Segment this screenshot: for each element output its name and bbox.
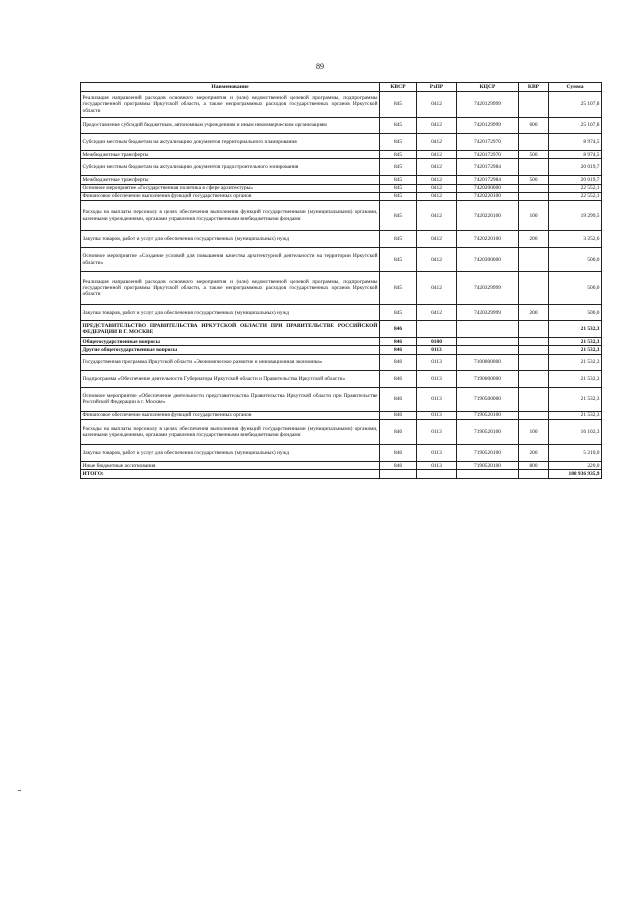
cell-kcsr: 7420129999 xyxy=(457,118,519,134)
cell-rzpr: 0113 xyxy=(417,445,457,462)
cell-kvsr xyxy=(380,470,417,478)
table-row xyxy=(81,201,602,231)
cell-sum: 21 532,3 xyxy=(549,338,602,346)
cell-rzpr: 0113 xyxy=(417,370,457,387)
header-name: Наименование xyxy=(81,83,380,92)
cell-sum: 20 019,7 xyxy=(549,176,602,184)
cell-kvr xyxy=(519,159,549,176)
cell-name: ПРЕДСТАВИТЕЛЬСТВО ПРАВИТЕЛЬСТВА ИРКУТСКОЙ ОБЛАСТИ ПРИ ПРАВИТЕЛЬСТВЕ РОССИЙСКОЙ ФЕДЕРАЦИИ В Г. МОСКВЕ xyxy=(81,321,380,338)
cell-kvsr: 845 xyxy=(380,231,417,248)
cell-sum: 21 532,3 xyxy=(549,370,602,387)
cell-kcsr xyxy=(457,346,519,354)
cell-name: Предоставление субсидий бюджетным, автономным учреждениям и иным некоммерческим организациям xyxy=(81,118,380,134)
cell-kcsr: 7100000000 xyxy=(457,354,519,370)
cell-kvsr: 845 xyxy=(380,184,417,192)
cell-kvr xyxy=(519,272,549,305)
cell-rzpr: 0412 xyxy=(417,248,457,272)
cell-name: Закупка товаров, работ и услуг для обеспечения государственных (муниципальных) нужд xyxy=(81,231,380,248)
cell-kvr: 800 xyxy=(519,462,549,470)
cell-name: Другие общегосударственные вопросы xyxy=(81,346,380,354)
cell-name: Основное мероприятие «Создание условий для повышения качества архитектурной деятельности на территории Иркутской области» xyxy=(81,248,380,272)
cell-rzpr: 0412 xyxy=(417,118,457,134)
cell-rzpr: 0412 xyxy=(417,151,457,159)
cell-kvsr: 846 xyxy=(380,420,417,445)
table-row xyxy=(81,92,602,118)
table-row xyxy=(81,134,602,151)
cell-rzpr: 0412 xyxy=(417,92,457,118)
cell-sum: 21 532,3 xyxy=(549,346,602,354)
cell-kvr: 100 xyxy=(519,201,549,231)
cell-kvsr: 845 xyxy=(380,176,417,184)
cell-kvr: 500 xyxy=(519,176,549,184)
table-row xyxy=(81,338,602,346)
cell-kcsr: 7420300000 xyxy=(457,248,519,272)
cell-kcsr xyxy=(457,470,519,478)
table-row xyxy=(81,305,602,321)
table-row xyxy=(81,411,602,419)
table-row xyxy=(81,321,602,338)
cell-kvsr: 846 xyxy=(380,354,417,370)
cell-kvsr: 845 xyxy=(380,272,417,305)
cell-kvsr: 845 xyxy=(380,92,417,118)
cell-kvsr: 846 xyxy=(380,346,417,354)
cell-kcsr: 7420220100 xyxy=(457,192,519,200)
header-sum: Сумма xyxy=(549,83,602,92)
table-body xyxy=(81,92,602,479)
cell-rzpr: 0412 xyxy=(417,134,457,151)
table-row xyxy=(81,184,602,192)
table-row xyxy=(81,231,602,248)
cell-sum: 500,0 xyxy=(549,248,602,272)
table-row xyxy=(81,387,602,411)
cell-sum: 5 210,0 xyxy=(549,445,602,462)
cell-kvr xyxy=(519,92,549,118)
cell-kcsr: 7420220100 xyxy=(457,201,519,231)
table-row xyxy=(81,272,602,305)
cell-kcsr: 7420172984 xyxy=(457,159,519,176)
cell-sum: 21 532,3 xyxy=(549,354,602,370)
cell-name: Межбюджетные трансферты xyxy=(81,176,380,184)
cell-rzpr: 0113 xyxy=(417,462,457,470)
cell-sum: 8 974,5 xyxy=(549,151,602,159)
cell-rzpr: 0100 xyxy=(417,338,457,346)
cell-kvsr: 846 xyxy=(380,370,417,387)
cell-name: ИТОГО: xyxy=(81,470,380,478)
cell-rzpr xyxy=(417,321,457,338)
cell-rzpr: 0113 xyxy=(417,411,457,419)
cell-kvr: 200 xyxy=(519,445,549,462)
cell-sum: 25 107,8 xyxy=(549,92,602,118)
cell-sum: 21 532,3 xyxy=(549,321,602,338)
cell-sum: 8 974,5 xyxy=(549,134,602,151)
cell-kcsr: 7420172970 xyxy=(457,151,519,159)
cell-kvr: 100 xyxy=(519,420,549,445)
cell-kvr xyxy=(519,470,549,478)
cell-kcsr: 7420329999 xyxy=(457,305,519,321)
cell-kcsr: 7420172970 xyxy=(457,134,519,151)
cell-name: Реализация направлений расходов основного мероприятия и (или) ведомственной целевой программы, подпрограммы государственной программы Иркутской области, а также непрограммных расходов государственных органов Иркутской области xyxy=(81,92,380,118)
cell-sum: 500,0 xyxy=(549,305,602,321)
cell-kvr xyxy=(519,387,549,411)
stray-mark xyxy=(18,790,21,791)
cell-kvsr: 846 xyxy=(380,411,417,419)
cell-name: Межбюджетные трансферты xyxy=(81,151,380,159)
cell-rzpr: 0412 xyxy=(417,184,457,192)
cell-kvr xyxy=(519,321,549,338)
cell-rzpr: 0412 xyxy=(417,272,457,305)
table-row xyxy=(81,346,602,354)
table-row xyxy=(81,420,602,445)
cell-sum: 25 107,8 xyxy=(549,118,602,134)
cell-rzpr: 0113 xyxy=(417,346,457,354)
cell-kvr: 200 xyxy=(519,231,549,248)
table-row xyxy=(81,192,602,200)
cell-rzpr xyxy=(417,470,457,478)
cell-name: Основное мероприятие «Государственная политика в сфере архитектуры» xyxy=(81,184,380,192)
cell-kvsr: 846 xyxy=(380,387,417,411)
cell-kcsr: 7420129999 xyxy=(457,92,519,118)
header-kvr: КВР xyxy=(519,83,549,92)
table-row xyxy=(81,176,602,184)
cell-name: Финансовое обеспечение выполнения функций государственных органов xyxy=(81,411,380,419)
cell-kcsr: 7420172984 xyxy=(457,176,519,184)
cell-sum: 22 552,1 xyxy=(549,184,602,192)
cell-name: Подпрограмма «Обеспечение деятельности Губернатора Иркутской области и Правительства Иркутской области» xyxy=(81,370,380,387)
cell-kvr: 500 xyxy=(519,151,549,159)
cell-kvr xyxy=(519,338,549,346)
cell-kvsr: 845 xyxy=(380,151,417,159)
cell-name: Закупка товаров, работ и услуг для обеспечения государственных (муниципальных) нужд xyxy=(81,445,380,462)
cell-kcsr: 7190000000 xyxy=(457,370,519,387)
cell-kvr xyxy=(519,370,549,387)
cell-name: Иные бюджетные ассигнования xyxy=(81,462,380,470)
cell-kvr xyxy=(519,354,549,370)
cell-sum: 22 552,1 xyxy=(549,192,602,200)
cell-kcsr: 7420220100 xyxy=(457,231,519,248)
cell-kvsr: 845 xyxy=(380,192,417,200)
cell-name: Государственная программа Иркутской области «Экономическое развитие и инновационная экономика» xyxy=(81,354,380,370)
cell-kvr xyxy=(519,192,549,200)
cell-sum: 500,0 xyxy=(549,272,602,305)
cell-kcsr: 7190520100 xyxy=(457,411,519,419)
table-row xyxy=(81,462,602,470)
cell-name: Расходы на выплаты персоналу в целях обеспечения выполнения функций государственными (муниципальными) органами, казенными учреждениями, органами управления государственными внебюджетными фондами xyxy=(81,420,380,445)
cell-kvr xyxy=(519,346,549,354)
table-row xyxy=(81,159,602,176)
cell-rzpr: 0412 xyxy=(417,192,457,200)
cell-name: Закупка товаров, работ и услуг для обеспечения государственных (муниципальных) нужд xyxy=(81,305,380,321)
cell-rzpr: 0412 xyxy=(417,176,457,184)
header-kvsr: КВСР xyxy=(380,83,417,92)
table-header-row xyxy=(81,83,602,92)
cell-kvr xyxy=(519,411,549,419)
cell-kvr: 600 xyxy=(519,118,549,134)
cell-sum: 188 936 935,9 xyxy=(549,470,602,478)
cell-kcsr: 7190520100 xyxy=(457,420,519,445)
cell-kcsr xyxy=(457,321,519,338)
cell-kcsr: 7420200000 xyxy=(457,184,519,192)
table-row xyxy=(81,445,602,462)
cell-kcsr: 7420329999 xyxy=(457,272,519,305)
cell-sum: 20 019,7 xyxy=(549,159,602,176)
table-row xyxy=(81,370,602,387)
cell-rzpr: 0412 xyxy=(417,305,457,321)
cell-name: Реализация направлений расходов основного мероприятия и (или) ведомственной целевой программы, подпрограммы государственной программы Иркутской области, а также непрограммных расходов государственных органов Иркутской области xyxy=(81,272,380,305)
cell-sum: 220,0 xyxy=(549,462,602,470)
cell-name: Основное мероприятие «Обеспечение деятельности представительства Правительства Иркутской области при Правительстве Российской Федерации в г. Москве» xyxy=(81,387,380,411)
cell-name: Субсидии местным бюджетам на актуализацию документов территориального планирования xyxy=(81,134,380,151)
cell-sum: 19 299,5 xyxy=(549,201,602,231)
cell-sum: 16 102,3 xyxy=(549,420,602,445)
cell-kvsr: 845 xyxy=(380,305,417,321)
cell-kcsr xyxy=(457,338,519,346)
cell-kvsr: 845 xyxy=(380,201,417,231)
cell-rzpr: 0113 xyxy=(417,354,457,370)
table-row xyxy=(81,248,602,272)
table-row xyxy=(81,151,602,159)
cell-kvsr: 845 xyxy=(380,248,417,272)
cell-name: Субсидии местным бюджетам на актуализацию документов градостроительного зонирования xyxy=(81,159,380,176)
cell-kvsr: 845 xyxy=(380,134,417,151)
budget-table xyxy=(80,82,602,479)
table-row xyxy=(81,354,602,370)
cell-kcsr: 7190520100 xyxy=(457,445,519,462)
cell-kvr xyxy=(519,134,549,151)
cell-rzpr: 0412 xyxy=(417,159,457,176)
table-row xyxy=(81,118,602,134)
cell-sum: 21 532,3 xyxy=(549,411,602,419)
table-row xyxy=(81,470,602,478)
cell-kvr xyxy=(519,184,549,192)
cell-rzpr: 0113 xyxy=(417,387,457,411)
cell-kvsr: 846 xyxy=(380,338,417,346)
header-rzpr: РзПР xyxy=(417,83,457,92)
cell-kcsr: 7190500000 xyxy=(457,387,519,411)
header-kcsr: КЦСР xyxy=(457,83,519,92)
cell-kvr: 200 xyxy=(519,305,549,321)
cell-rzpr: 0113 xyxy=(417,420,457,445)
cell-sum: 3 252,6 xyxy=(549,231,602,248)
cell-kvsr: 846 xyxy=(380,321,417,338)
cell-kvsr: 845 xyxy=(380,118,417,134)
cell-kvsr: 845 xyxy=(380,159,417,176)
cell-rzpr: 0412 xyxy=(417,201,457,231)
cell-kvsr: 846 xyxy=(380,445,417,462)
cell-name: Расходы на выплаты персоналу в целях обеспечения выполнения функций государственными (муниципальными) органами, казенными учреждениями, органами управления государственными внебюджетными фондами xyxy=(81,201,380,231)
page-number: 89 xyxy=(316,62,324,71)
cell-kvr xyxy=(519,248,549,272)
cell-rzpr: 0412 xyxy=(417,231,457,248)
cell-kvsr: 846 xyxy=(380,462,417,470)
cell-kcsr: 7190520100 xyxy=(457,462,519,470)
cell-sum: 21 532,3 xyxy=(549,387,602,411)
cell-name: Общегосударственные вопросы xyxy=(81,338,380,346)
cell-name: Финансовое обеспечение выполнения функций государственных органов xyxy=(81,192,380,200)
